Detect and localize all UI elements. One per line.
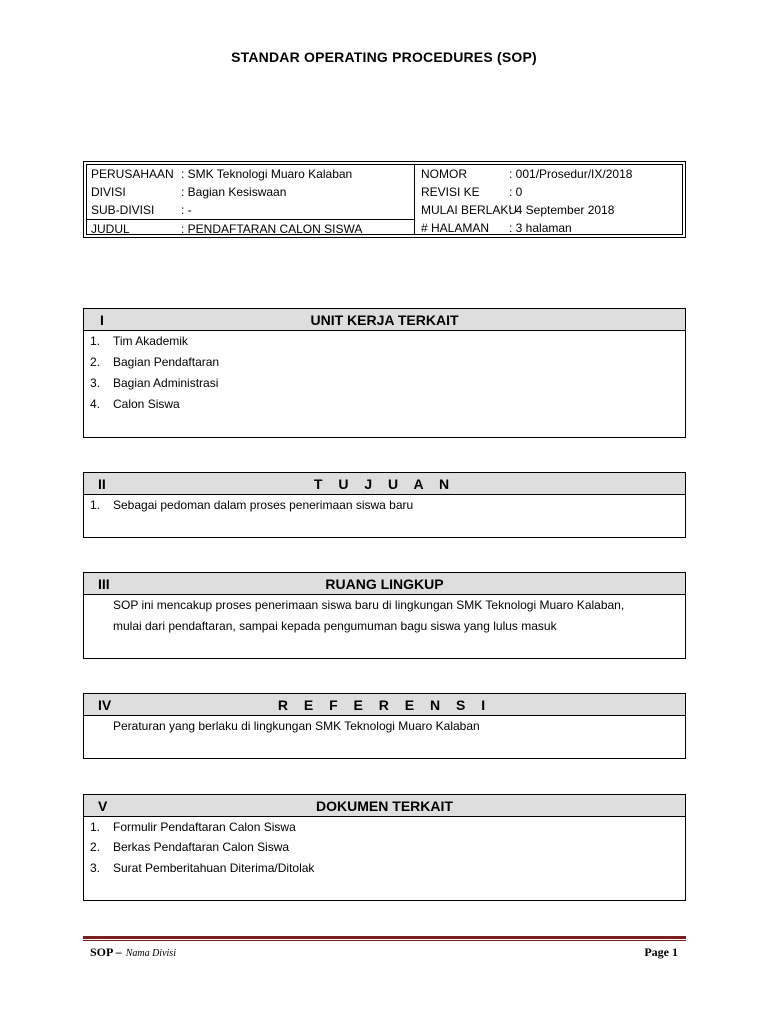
info-value: : - [181, 203, 192, 217]
info-row-nomor [415, 165, 682, 183]
info-row-divisi [87, 183, 414, 201]
item-number: 2. [90, 840, 101, 854]
item-text: Berkas Pendaftaran Calon Siswa [113, 840, 290, 854]
item-text: Calon Siswa [113, 397, 180, 411]
info-key: PERUSAHAAN [91, 167, 174, 181]
section-header [84, 309, 685, 331]
item-text: Bagian Administrasi [113, 376, 219, 390]
item-number: 1. [90, 334, 101, 348]
paragraph-line: SOP ini mencakup proses penerimaan siswa baru di lingkungan SMK Teknologi Muaro Kalaban, [113, 598, 625, 612]
section-dokumen-terkait [83, 794, 686, 901]
item-number: 1. [90, 498, 101, 512]
item-text: Tim Akademik [113, 334, 188, 348]
info-value: : Bagian Kesiswaan [181, 185, 287, 199]
section-referensi [83, 693, 686, 759]
info-right-column [415, 165, 682, 234]
sop-info-inner [86, 164, 683, 235]
footer-division-name: Nama Divisi [125, 948, 176, 959]
list-item [90, 837, 289, 857]
info-left-column [87, 165, 415, 234]
section-title: T U J U A N [313, 476, 456, 492]
info-value: : 3 halaman [509, 221, 572, 235]
item-number: 3. [90, 861, 101, 875]
section-title: DOKUMEN TERKAIT [316, 798, 453, 814]
info-key: NOMOR [421, 167, 467, 181]
item-number: 2. [90, 355, 101, 369]
section-title: UNIT KERJA TERKAIT [310, 312, 459, 328]
section-number: III [98, 576, 110, 592]
document-title: STANDAR OPERATING PROCEDURES (SOP) [231, 49, 537, 65]
info-value: : 4 September 2018 [509, 203, 615, 217]
list-item [90, 331, 188, 351]
info-row-judul [87, 219, 414, 237]
info-key: REVISI KE [421, 185, 480, 199]
item-text: Sebagai pedoman dalam proses penerimaan siswa baru [113, 498, 414, 512]
section-number: II [98, 476, 106, 492]
info-key: JUDUL [91, 222, 130, 236]
page-number: Page 1 [644, 945, 678, 959]
section-header [84, 573, 685, 595]
section-ruang-lingkup [83, 572, 686, 659]
info-key: MULAI BERLAKU [421, 203, 518, 217]
section-number: V [98, 798, 108, 814]
info-row-mulai-berlaku [415, 201, 682, 219]
section-title: R E F E R E N S I [277, 697, 492, 713]
list-item [90, 352, 219, 372]
info-key: # HALAMAN [421, 221, 490, 235]
item-number: 1. [90, 820, 101, 834]
footer-rule [83, 936, 686, 939]
section-tujuan [83, 472, 686, 538]
section-number: IV [98, 697, 112, 713]
list-item [90, 817, 296, 837]
info-value: : SMK Teknologi Muaro Kalaban [181, 167, 353, 181]
info-value: : 0 [509, 185, 523, 199]
item-text: Formulir Pendaftaran Calon Siswa [113, 820, 296, 834]
info-row-sub-divisi [87, 201, 414, 219]
section-header [84, 795, 685, 817]
info-value: : 001/Prosedur/IX/2018 [509, 167, 633, 181]
section-unit-kerja [83, 308, 686, 438]
section-header [84, 473, 685, 495]
list-item [90, 858, 314, 878]
section-header [84, 694, 685, 716]
item-number: 4. [90, 397, 101, 411]
info-row-revisi [415, 183, 682, 201]
info-row-perusahaan [87, 165, 414, 183]
info-value: : PENDAFTARAN CALON SISWA [181, 222, 363, 236]
info-row-halaman [415, 219, 682, 237]
sop-info-table [83, 161, 686, 238]
list-item [90, 394, 180, 414]
paragraph-line: mulai dari pendaftaran, sampai kepada pengumuman bagu siswa yang lulus masuk [113, 619, 557, 633]
item-number: 3. [90, 376, 101, 390]
item-text: Bagian Pendaftaran [113, 355, 220, 369]
footer-left [90, 945, 176, 960]
section-title: RUANG LINGKUP [325, 576, 444, 592]
footer-sop-label: SOP – [90, 945, 122, 959]
info-key: DIVISI [91, 185, 126, 199]
item-text: Surat Pemberitahuan Diterima/Ditolak [113, 861, 315, 875]
section-number: I [100, 312, 104, 328]
info-key: SUB-DIVISI [91, 203, 155, 217]
list-item [90, 495, 413, 515]
list-item [90, 373, 218, 393]
paragraph-line: Peraturan yang berlaku di lingkungan SMK Teknologi Muaro Kalaban [113, 719, 480, 733]
footer-rule-thin [83, 940, 686, 941]
